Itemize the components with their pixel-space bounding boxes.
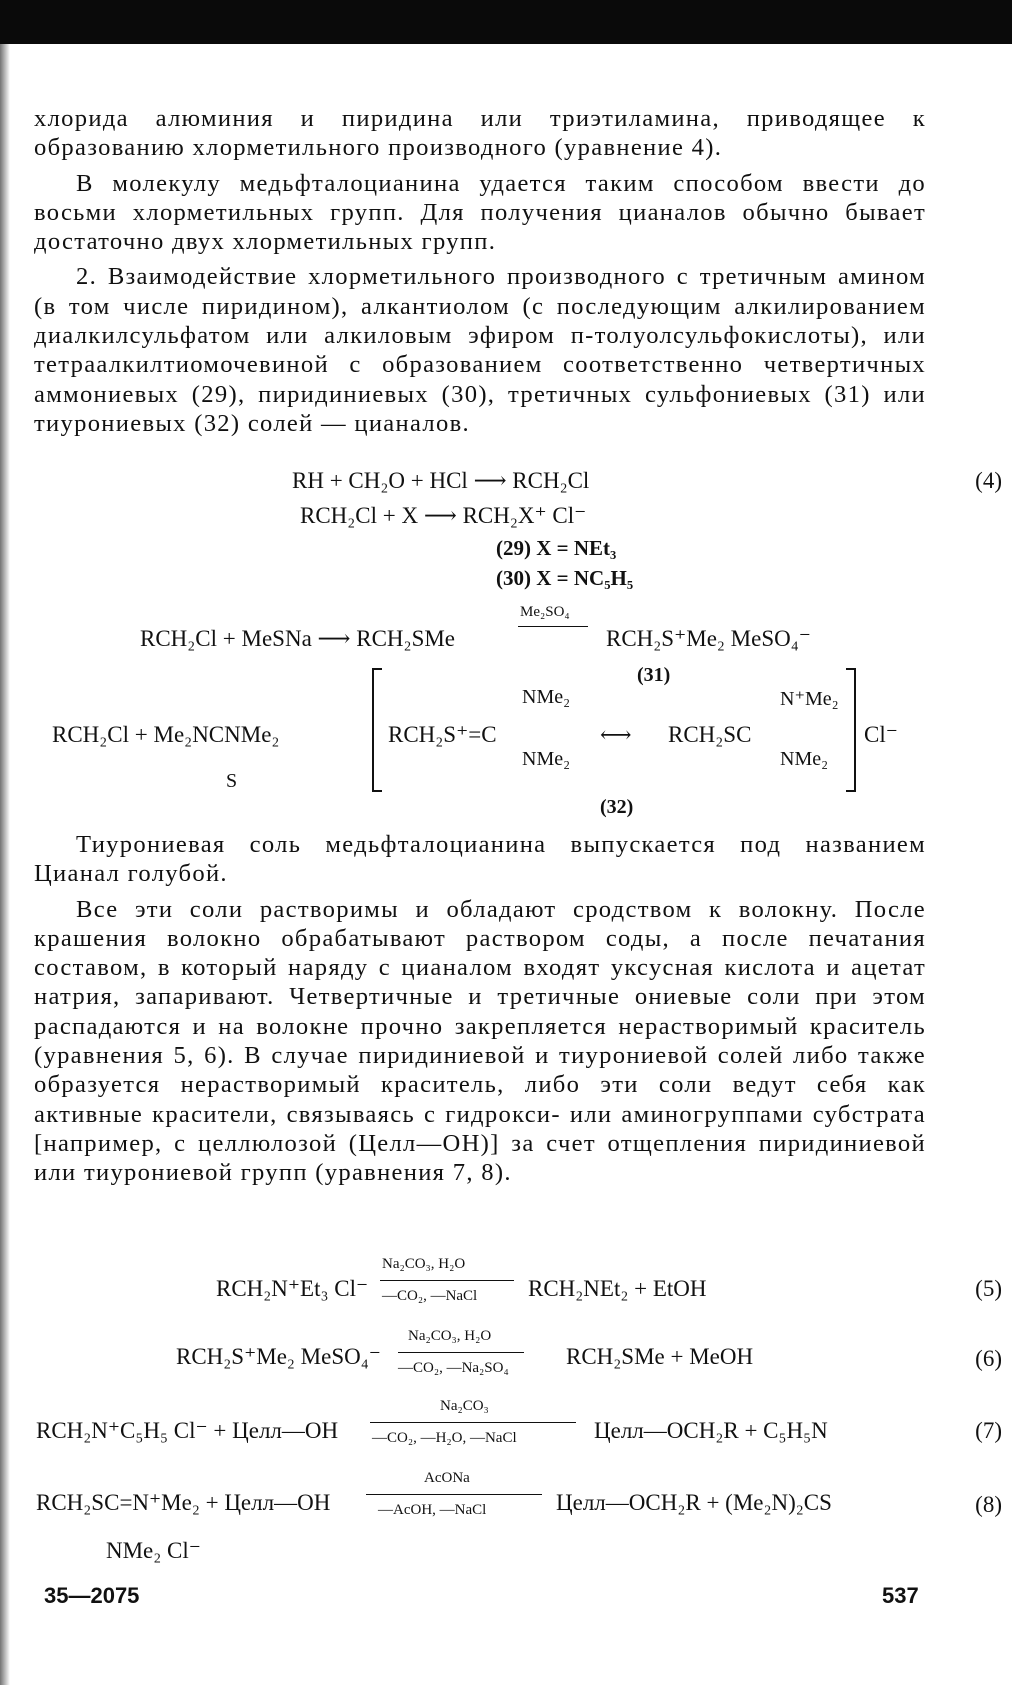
equation-31-right: RCH₂S⁺Me₂ MeSO₄⁻ bbox=[606, 626, 811, 651]
paragraph-3: 2. Взаимодействие хлорметильного производного с третичным амином (в том числе пиридином), алкантиолом (с последующим алкилированием диалкилсульфатом или алкиловым эфиром п-толуолсульфокислоты), или тетраалкилтиомочевиной с образованием соответственно четвертичных аммониевых (29), пиридиниевых (30), третичных сульфониевых (31) или тиурониевых (32) солей — цианалов. bbox=[34, 263, 926, 437]
text-block-top bbox=[34, 104, 926, 438]
equation-6-left: RCH₂S⁺Me₂ MeSO₄⁻ bbox=[176, 1344, 381, 1369]
paragraph-2: В молекулу медьфталоцианина удается таким способом ввести до восьми хлорметильных групп. Для получения цианалов обычно бывает достаточно двух хлорметильных групп. bbox=[34, 169, 926, 256]
bracket-right bbox=[846, 668, 856, 792]
equation-5-arrow bbox=[380, 1280, 514, 1281]
equation-32-left: RCH₂Cl + Me₂NCNMe₂ bbox=[52, 722, 280, 747]
counter-ion: Cl⁻ bbox=[864, 722, 898, 747]
resonance-form-2-nme2-bottom: NMe₂ bbox=[780, 748, 829, 770]
equation-5-byproducts: —CO₂, —NaCl bbox=[382, 1288, 478, 1304]
printer-signature: 35—2075 bbox=[44, 1583, 140, 1608]
equation-8-byproducts: —AcOH, —NaCl bbox=[378, 1502, 487, 1518]
resonance-form-1-nme2-top: NMe₂ bbox=[522, 686, 571, 708]
equation-7-arrow bbox=[370, 1422, 576, 1423]
label-31: (31) bbox=[637, 664, 671, 686]
equation-5-left: RCH₂N⁺Et₃ Cl⁻ bbox=[216, 1276, 369, 1301]
resonance-form-2: RCH₂SC bbox=[668, 722, 752, 747]
equation-5-reagent: Na₂CO₃, H₂O bbox=[382, 1256, 466, 1272]
paragraph-1: хлорида алюминия и пиридина или триэтиламина, приводящее к образованию хлорметильного производного (уравнение 4). bbox=[34, 105, 926, 162]
equation-8-right: Целл—OCH₂R + (Me₂N)₂CS bbox=[556, 1490, 832, 1515]
equation-32-sulfur: S bbox=[226, 770, 238, 792]
equation-8-substituent: NMe₂ Cl⁻ bbox=[106, 1538, 201, 1563]
scan-top-band bbox=[0, 0, 1012, 44]
equation-31-left: RCH₂Cl + MeSNa ⟶ RCH₂SMe bbox=[140, 626, 456, 651]
paragraph-4: Тиурониевая соль медьфталоцианина выпускается под названием Цианал голубой. bbox=[34, 831, 926, 888]
equation-5-right: RCH₂NEt₂ + EtOH bbox=[528, 1276, 707, 1301]
equation-8-arrow bbox=[366, 1494, 542, 1495]
resonance-arrow: ⟷ bbox=[600, 722, 632, 747]
equation-31-reagent: Me₂SO₄ bbox=[520, 604, 570, 620]
bracket-left bbox=[372, 668, 382, 792]
equation-4-number: (4) bbox=[975, 468, 1002, 493]
equation-6-byproducts: —CO₂, —Na₂SO₄ bbox=[398, 1360, 509, 1376]
equation-8-number: (8) bbox=[975, 1492, 1002, 1517]
resonance-form-2-nme2-top: N⁺Me₂ bbox=[780, 688, 839, 710]
equation-8-left: RCH₂SC=N⁺Me₂ + Целл—OH bbox=[36, 1490, 331, 1515]
equation-7-right: Целл—OCH₂R + C₅H₅N bbox=[594, 1418, 828, 1443]
equation-7-reagent: Na₂CO₃ bbox=[440, 1398, 489, 1414]
equation-6-number: (6) bbox=[975, 1346, 1002, 1371]
equation-6-reagent: Na₂CO₃, H₂O bbox=[408, 1328, 492, 1344]
scan-left-edge bbox=[0, 44, 10, 1685]
equation-31-arrow bbox=[518, 626, 588, 641]
equation-7-byproducts: —CO₂, —H₂O, —NaCl bbox=[372, 1430, 517, 1446]
equation-7-left: RCH₂N⁺C₅H₅ Cl⁻ + Целл—OH bbox=[36, 1418, 339, 1443]
resonance-form-1-nme2-bottom: NMe₂ bbox=[522, 748, 571, 770]
equation-4-line-2: RCH₂Cl + X ⟶ RCH₂X⁺ Cl⁻ bbox=[300, 503, 587, 528]
equation-5-number: (5) bbox=[975, 1276, 1002, 1301]
label-32: (32) bbox=[600, 796, 634, 818]
equation-8-reagent: AcONa bbox=[424, 1470, 470, 1486]
page-number: 537 bbox=[882, 1583, 919, 1608]
resonance-form-1: RCH₂S⁺=C bbox=[388, 722, 497, 747]
equation-29-definition: (29) X = NEt₃ bbox=[496, 536, 617, 560]
text-block-middle bbox=[34, 830, 926, 1188]
equation-30-definition: (30) X = NC₅H₅ bbox=[496, 566, 634, 590]
equation-6-arrow bbox=[398, 1352, 524, 1353]
equation-6-right: RCH₂SMe + MeOH bbox=[566, 1344, 754, 1369]
equation-4-line-1: RH + CH₂O + HCl ⟶ RCH₂Cl bbox=[292, 468, 590, 493]
paragraph-5: Все эти соли растворимы и обладают сродством к волокну. После крашения волокно обрабатывают раствором соды, а после печатания составом, в который наряду с цианалом входят уксусная кислота и ацетат натрия, запаривают. Четвертичные и третичные ониевые соли при этом распадаются и на волокне прочно закрепляется нерастворимый краситель (уравнения 5, 6). В случае пиридиниевой и тиурониевой солей либо также образуется нерастворимый краситель, либо эти соли ведут себя как активные красители, связываясь с гидрокси- или аминогруппами субстрата [например, с целлюлозой (Целл—OH)] за счет отщепления пиридиниевой или тиурониевой групп (уравнения 7, 8). bbox=[34, 895, 926, 1187]
equation-7-number: (7) bbox=[975, 1418, 1002, 1443]
